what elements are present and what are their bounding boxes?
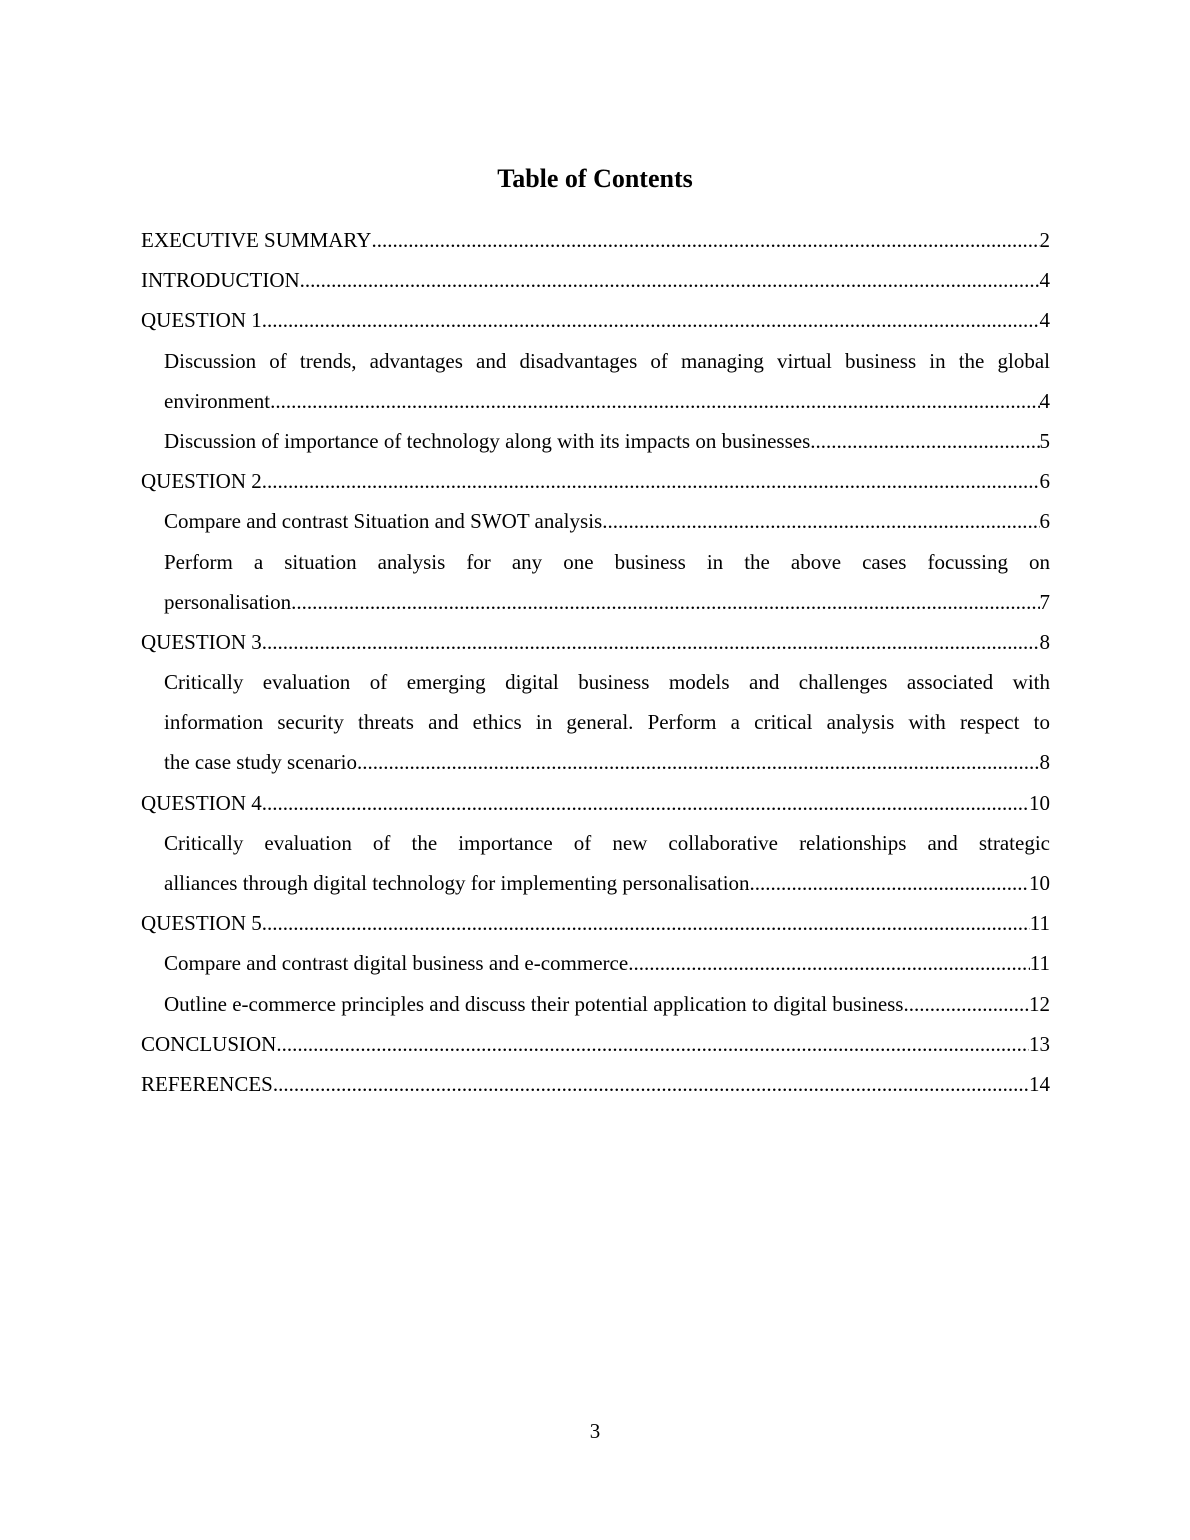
toc-page-number: 4 (1039, 388, 1050, 413)
toc-leader-dots (903, 984, 1029, 1024)
toc-leader-dots (628, 943, 1030, 983)
toc-entry-trends-line-1[interactable]: Discussion of trends, advantages and disadvantages of managing virtual business in the global (164, 348, 1050, 373)
toc-entry-text: QUESTION 2 (141, 469, 262, 494)
toc-entry-text: QUESTION 1 (141, 308, 262, 333)
toc-leader-dots (300, 260, 1040, 300)
toc-leader-dots (262, 622, 1040, 662)
toc-entry-text: EXECUTIVE SUMMARY (141, 228, 372, 252)
toc-page-number: 10 (1029, 790, 1050, 815)
toc-page-number: 4 (1039, 308, 1050, 333)
toc-entry-executive-summary[interactable] (141, 220, 1050, 260)
toc-entry-text: CONCLUSION (141, 1031, 277, 1056)
toc-entry-alliances-line-1[interactable]: Critically evaluation of the importance of new collaborative relationships and strategic (164, 830, 1050, 855)
toc-page-number: 10 (1029, 871, 1050, 895)
toc-leader-dots (602, 501, 1039, 541)
toc-entry-text: environment (164, 388, 271, 413)
toc-leader-dots (262, 783, 1029, 823)
toc-entry-text: Compare and contrast Situation and SWOT analysis (164, 509, 603, 534)
toc-entry-question-3[interactable] (141, 622, 1050, 662)
toc-page-number: 11 (1029, 951, 1050, 976)
toc-entry-text: Discussion of importance of technology along with its impacts on businesses (164, 428, 811, 453)
toc-entry-business-models-line-1[interactable]: Critically evaluation of emerging digital business models and challenges associated with (164, 670, 1050, 695)
toc-entry-question-2[interactable] (141, 461, 1050, 501)
toc-page-number: 8 (1039, 629, 1050, 654)
toc-entry-ecommerce-principles[interactable] (141, 984, 1050, 1024)
toc-entry-text: QUESTION 4 (141, 790, 262, 815)
toc-leader-dots (262, 461, 1040, 501)
toc-entry-text: alliances through digital technology for implementing personalisation (164, 871, 750, 895)
toc-page-number: 7 (1039, 589, 1050, 614)
page-number: 3 (589, 1419, 601, 1443)
toc-entry-text: INTRODUCTION (141, 268, 300, 293)
toc-leader-dots (750, 863, 1029, 903)
toc-entry-introduction[interactable] (141, 260, 1050, 300)
toc-page-number: 14 (1029, 1071, 1050, 1096)
toc-entry-text: the case study scenario (164, 750, 358, 775)
toc-leader-dots (276, 1024, 1029, 1064)
toc-entry-text: Outline e-commerce principles and discuss their potential application to digital business (164, 991, 904, 1016)
toc-leader-dots (371, 220, 1039, 260)
toc-entry-situation-line-1[interactable]: Perform a situation analysis for any one business in the above cases focussing on (164, 549, 1050, 574)
toc-entry-text: QUESTION 3 (141, 629, 262, 654)
toc-leader-dots (270, 381, 1039, 421)
toc-page-number: 13 (1029, 1031, 1050, 1056)
toc-entry-technology[interactable] (141, 421, 1050, 461)
toc-page-number: 12 (1029, 991, 1050, 1016)
toc-entry-question-5[interactable] (141, 903, 1050, 943)
toc-leader-dots (357, 742, 1039, 782)
toc-page-number: 11 (1029, 911, 1050, 936)
toc-entry-situation[interactable] (141, 582, 1050, 622)
toc-leader-dots (291, 582, 1039, 622)
toc-entry-text: QUESTION 5 (141, 911, 262, 936)
toc-page-number: 8 (1039, 750, 1050, 775)
toc-entry-question-4[interactable] (141, 783, 1050, 823)
toc-page-number: 6 (1039, 469, 1050, 494)
toc-page-number: 2 (1039, 228, 1050, 252)
toc-entry-text: Compare and contrast digital business and e-commerce (164, 951, 629, 976)
toc-entry-business-models-line-2[interactable]: information security threats and ethics in general. Perform a critical analysis with respect to (164, 710, 1050, 735)
toc-page-number: 5 (1039, 428, 1050, 453)
toc-page-number: 6 (1039, 509, 1050, 534)
toc-leader-dots (273, 1064, 1029, 1104)
toc-entry-text: REFERENCES (141, 1071, 273, 1096)
page-title: Table of Contents (497, 164, 693, 193)
toc-entry-business-models[interactable] (141, 742, 1050, 782)
table-of-contents (141, 220, 1050, 1104)
toc-entry-ecommerce-compare[interactable] (141, 943, 1050, 983)
toc-leader-dots (810, 421, 1039, 461)
toc-page-number: 4 (1039, 268, 1050, 293)
toc-entry-swot[interactable] (141, 501, 1050, 541)
toc-entry-alliances[interactable] (141, 863, 1050, 903)
toc-entry-references[interactable] (141, 1064, 1050, 1104)
toc-entry-conclusion[interactable] (141, 1024, 1050, 1064)
toc-leader-dots (262, 903, 1030, 943)
toc-leader-dots (262, 300, 1040, 340)
toc-entry-trends[interactable] (141, 381, 1050, 421)
toc-entry-text: personalisation (164, 589, 292, 614)
toc-entry-question-1[interactable] (141, 300, 1050, 340)
